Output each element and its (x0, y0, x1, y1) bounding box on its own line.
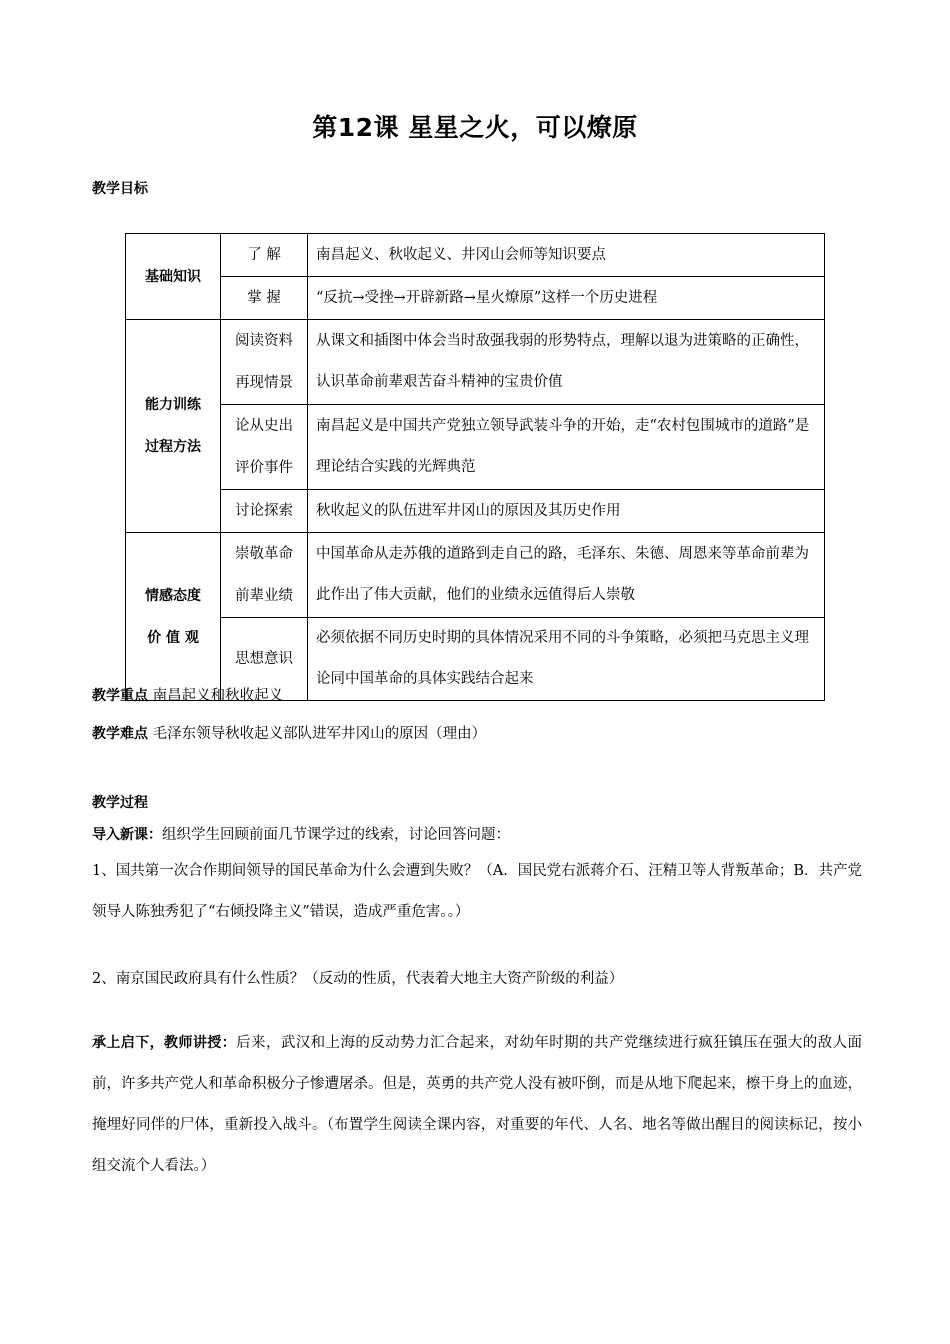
sub-understand: 了 解 (221, 234, 308, 277)
sub-reading-line1: 阅读资料 (235, 333, 293, 349)
key-point-text: 南昌起义和秋收起义 (152, 688, 284, 704)
difficulty-label: 教学难点 (92, 726, 148, 742)
sub-revere-line2: 前辈业绩 (235, 588, 293, 604)
difficulty (92, 714, 862, 755)
desc-revere: 中国革命从走苏俄的道路到走自己的路，毛泽东、朱德、周恩来等革命前辈为此作出了伟大贡献，他们的业绩永远值得后人崇敬 (308, 533, 825, 618)
desc-history: 南昌起义是中国共产党独立领导武装斗争的开始，走“农村包围城市的道路”是理论结合实践的光辉典范 (308, 405, 825, 490)
category-attitude-line1: 情感态度 (145, 587, 201, 604)
sub-history-line2: 评价事件 (235, 460, 293, 476)
table-row (126, 320, 825, 405)
sub-master: 掌 握 (221, 277, 308, 320)
desc-reading: 从课文和插图中体会当时敌强我弱的形势特点，理解以退为进策略的正确性，认识革命前辈艰苦奋斗精神的宝贵价值 (308, 320, 825, 405)
page-title: 第12课 星星之火，可以燎原 (312, 113, 638, 142)
category-knowledge: 基础知识 (126, 234, 221, 320)
lecture-label: 承上启下，教师讲授： (92, 1035, 237, 1051)
intro-paragraph (92, 815, 862, 856)
lecture-paragraph (92, 1023, 862, 1187)
sub-history-line1: 论从史出 (235, 418, 293, 434)
sub-discuss: 讨论探索 (221, 490, 308, 533)
process-heading: 教学过程 (92, 795, 148, 811)
sub-reading-line2: 再现情景 (235, 375, 293, 391)
difficulty-text: 毛泽东领导秋收起义部队进军井冈山的原因（理由） (152, 726, 487, 742)
table-row (126, 490, 825, 533)
category-attitude-line2: 价 值 观 (147, 629, 199, 646)
key-point (92, 676, 862, 717)
sub-revere-line1: 崇敬革命 (235, 546, 293, 562)
desc-understand: 南昌起义、秋收起义、井冈山会师等知识要点 (308, 234, 825, 277)
table-row (126, 405, 825, 490)
goals-table (125, 233, 825, 701)
question-1: 1、国共第一次合作期间领导的国民革命为什么会遭到失败？（A．国民党右派蒋介石、汪精卫等人背叛革命；B．共产党领导人陈独秀犯了“右倾投降主义”错误，造成严重危害。。） (92, 863, 862, 920)
table-row (126, 533, 825, 618)
desc-master: “反抗→受挫→开辟新路→星火燎原”这样一个历史进程 (308, 277, 825, 320)
category-ability (126, 320, 221, 533)
sub-revere (221, 533, 308, 618)
intro-text: 组织学生回顾前面几节课学过的线索，讨论回答问题： (162, 827, 510, 843)
table-row (126, 277, 825, 320)
key-point-label: 教学重点 (92, 688, 148, 704)
intro-label: 导入新课： (92, 827, 162, 843)
sub-history (221, 405, 308, 490)
goals-heading: 教学目标 (92, 181, 148, 197)
sub-reading (221, 320, 308, 405)
question-2: 2、南京国民政府具有什么性质？（反动的性质，代表着大地主大资产阶级的利益） (92, 971, 624, 987)
table-row (126, 234, 825, 277)
category-ability-line1: 能力训练 (145, 397, 201, 413)
lecture-text: 后来，武汉和上海的反动势力汇合起来，对幼年时期的共产党继续进行疯狂镇压在强大的敌人面前，许多共产党人和革命积极分子惨遭屠杀。但是，英勇的共产党人没有被吓倒，而是从地下爬起来，檫干身上的血迹，掩埋好同伴的尸体，重新投入战斗。（布置学生阅读全课内容，对重要的年代、人名、地名等做出醒目的阅读标记，按小组交流个人看法。） (92, 1035, 863, 1174)
category-ability-line2: 过程方法 (145, 439, 201, 455)
desc-discuss: 秋收起义的队伍进军井冈山的原因及其历史作用 (308, 490, 825, 533)
sub-ideology: 思想意识 (221, 618, 308, 701)
desc-ideology: 必须依据不同历史时期的具体情况采用不同的斗争策略，必须把马克思主义理论同中国革命的具体实践结合起来 (308, 618, 825, 701)
